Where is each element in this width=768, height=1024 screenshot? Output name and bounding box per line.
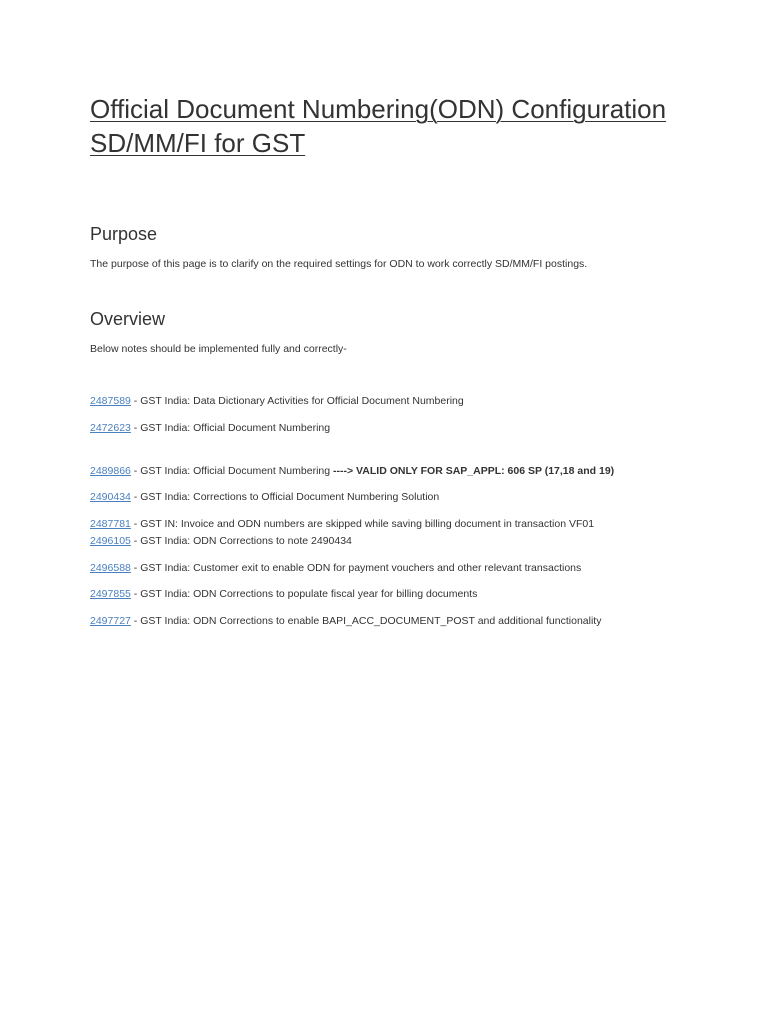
note-description: - GST India: ODN Corrections to note 2490434 bbox=[130, 535, 352, 547]
note-description: - GST India: Customer exit to enable ODN for payment vouchers and other relevant transactions bbox=[130, 562, 582, 574]
overview-heading: Overview bbox=[90, 309, 166, 329]
page-title: Official Document Numbering(ODN) Configuration SD/MM/FI for GST bbox=[90, 94, 667, 158]
list-item bbox=[90, 490, 439, 504]
list-item bbox=[90, 614, 601, 628]
purpose-heading: Purpose bbox=[90, 224, 158, 244]
note-description: - GST India: ODN Corrections to populate fiscal year for billing documents bbox=[130, 588, 478, 600]
note-link[interactable]: 2487781 bbox=[90, 518, 131, 530]
note-description: - GST India: Data Dictionary Activities for Official Document Numbering bbox=[130, 395, 464, 407]
list-item bbox=[90, 421, 330, 435]
note-description: - GST India: ODN Corrections to enable BAPI_ACC_DOCUMENT_POST and additional functionality bbox=[130, 615, 602, 627]
note-link[interactable]: 2496105 bbox=[90, 535, 131, 547]
note-description: - GST IN: Invoice and ODN numbers are skipped while saving billing document in transaction VF01 bbox=[130, 518, 595, 530]
note-link[interactable]: 2487589 bbox=[90, 395, 131, 407]
note-link[interactable]: 2472623 bbox=[90, 422, 131, 434]
purpose-text: The purpose of this page is to clarify on the required settings for ODN to work correctly SD/MM/FI postings. bbox=[90, 258, 588, 270]
list-item bbox=[90, 534, 352, 548]
note-link[interactable]: 2496588 bbox=[90, 562, 131, 574]
note-link[interactable]: 2497855 bbox=[90, 588, 131, 600]
list-item bbox=[90, 517, 594, 531]
overview-text: Below notes should be implemented fully and correctly- bbox=[90, 343, 347, 355]
list-item bbox=[90, 587, 477, 601]
note-description: - GST India: Official Document Numbering bbox=[130, 422, 331, 434]
list-item bbox=[90, 464, 614, 478]
note-link[interactable]: 2497727 bbox=[90, 615, 131, 627]
list-item bbox=[90, 394, 464, 408]
note-emphasis: ----> VALID ONLY FOR SAP_APPL: 606 SP (17,18 and 19) bbox=[333, 465, 615, 477]
note-link[interactable]: 2490434 bbox=[90, 491, 131, 503]
note-link[interactable]: 2489866 bbox=[90, 465, 131, 477]
note-description: - GST India: Official Document Numbering bbox=[130, 465, 334, 477]
list-item bbox=[90, 561, 581, 575]
note-description: - GST India: Corrections to Official Document Numbering Solution bbox=[130, 491, 440, 503]
